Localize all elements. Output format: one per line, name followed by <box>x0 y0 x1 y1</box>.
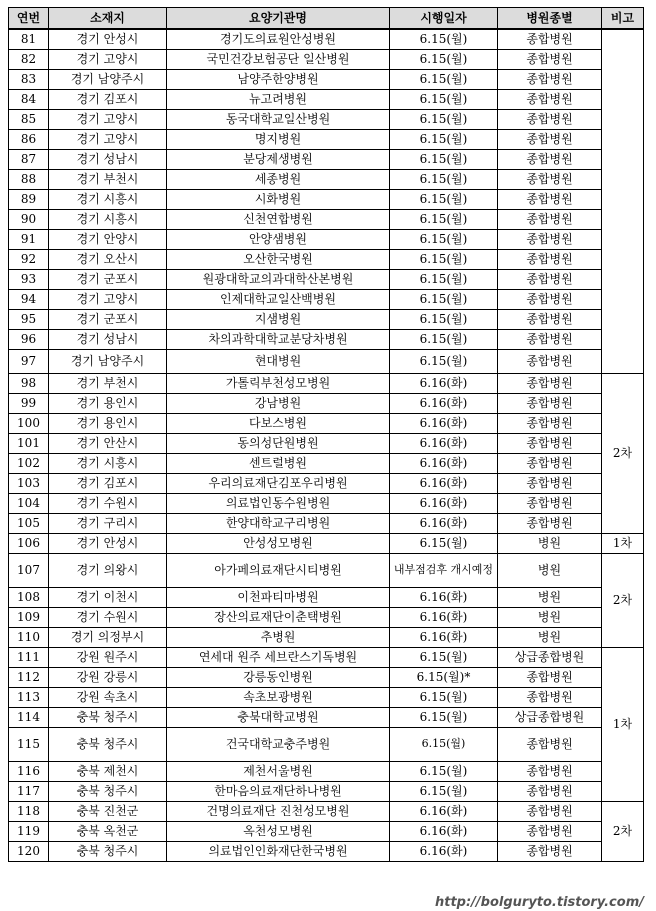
cell-note: 2차 <box>602 801 644 861</box>
cell-location: 경기 부천시 <box>49 169 167 189</box>
cell-index: 91 <box>9 229 49 249</box>
table-row <box>9 289 644 309</box>
cell-type: 종합병원 <box>498 29 602 49</box>
cell-type: 종합병원 <box>498 821 602 841</box>
cell-date: 6.15(월) <box>390 149 498 169</box>
cell-index: 101 <box>9 433 49 453</box>
cell-date: 6.15(월) <box>390 309 498 329</box>
table-row <box>9 29 644 49</box>
table-row <box>9 727 644 761</box>
cell-type: 병원 <box>498 587 602 607</box>
cell-date: 6.15(월) <box>390 89 498 109</box>
cell-index: 96 <box>9 329 49 349</box>
cell-type: 종합병원 <box>498 667 602 687</box>
table-row <box>9 533 644 553</box>
cell-index: 93 <box>9 269 49 289</box>
cell-type: 상급종합병원 <box>498 707 602 727</box>
cell-location: 경기 고양시 <box>49 49 167 69</box>
table-row <box>9 349 644 373</box>
cell-date: 6.16(화) <box>390 493 498 513</box>
cell-date: 6.15(월) <box>390 189 498 209</box>
cell-date: 6.16(화) <box>390 473 498 493</box>
cell-facility: 강남병원 <box>167 393 390 413</box>
cell-index: 106 <box>9 533 49 553</box>
cell-type: 종합병원 <box>498 269 602 289</box>
cell-type: 종합병원 <box>498 329 602 349</box>
cell-index: 118 <box>9 801 49 821</box>
cell-index: 99 <box>9 393 49 413</box>
cell-location: 경기 안산시 <box>49 433 167 453</box>
table-row <box>9 49 644 69</box>
cell-type: 종합병원 <box>498 453 602 473</box>
cell-date: 6.16(화) <box>390 821 498 841</box>
cell-date: 6.16(화) <box>390 627 498 647</box>
table-row <box>9 393 644 413</box>
cell-index: 84 <box>9 89 49 109</box>
table-row <box>9 781 644 801</box>
cell-date: 6.15(월) <box>390 229 498 249</box>
table-row <box>9 647 644 667</box>
cell-location: 강원 원주시 <box>49 647 167 667</box>
cell-location: 충북 청주시 <box>49 781 167 801</box>
cell-date: 6.15(월) <box>390 249 498 269</box>
cell-location: 경기 고양시 <box>49 289 167 309</box>
cell-facility: 분당제생병원 <box>167 149 390 169</box>
table-row <box>9 309 644 329</box>
cell-location: 경기 수원시 <box>49 607 167 627</box>
cell-date: 6.15(월) <box>390 29 498 49</box>
cell-facility: 지샘병원 <box>167 309 390 329</box>
cell-date: 6.15(월) <box>390 209 498 229</box>
cell-index: 111 <box>9 647 49 667</box>
table-row <box>9 169 644 189</box>
cell-type: 종합병원 <box>498 109 602 129</box>
cell-location: 경기 안성시 <box>49 533 167 553</box>
cell-type: 종합병원 <box>498 309 602 329</box>
watermark-text: http://bolguryto.tistory.com/ <box>434 895 644 910</box>
cell-type: 종합병원 <box>498 473 602 493</box>
cell-type: 종합병원 <box>498 841 602 861</box>
cell-index: 115 <box>9 727 49 761</box>
header-index: 연번 <box>9 8 49 30</box>
table-row <box>9 109 644 129</box>
cell-location: 경기 시흥시 <box>49 209 167 229</box>
cell-location: 경기 성남시 <box>49 149 167 169</box>
cell-type: 종합병원 <box>498 781 602 801</box>
cell-facility: 건명의료재단 진천성모병원 <box>167 801 390 821</box>
cell-location: 경기 고양시 <box>49 109 167 129</box>
cell-type: 병원 <box>498 607 602 627</box>
table-row <box>9 89 644 109</box>
cell-facility: 추병원 <box>167 627 390 647</box>
cell-facility: 옥천성모병원 <box>167 821 390 841</box>
cell-type: 병원 <box>498 533 602 553</box>
header-facility: 요양기관명 <box>167 8 390 30</box>
cell-date: 6.15(월)* <box>390 667 498 687</box>
cell-index: 90 <box>9 209 49 229</box>
cell-location: 경기 안양시 <box>49 229 167 249</box>
cell-type: 종합병원 <box>498 249 602 269</box>
table-row <box>9 821 644 841</box>
cell-index: 116 <box>9 761 49 781</box>
cell-index: 86 <box>9 129 49 149</box>
cell-type: 종합병원 <box>498 69 602 89</box>
table-row <box>9 373 644 393</box>
table-row <box>9 473 644 493</box>
table-row <box>9 453 644 473</box>
table-row <box>9 801 644 821</box>
cell-facility: 아가페의료재단시티병원 <box>167 553 390 587</box>
cell-type: 종합병원 <box>498 49 602 69</box>
cell-location: 경기 구리시 <box>49 513 167 533</box>
cell-facility: 명지병원 <box>167 129 390 149</box>
cell-date: 6.15(월) <box>390 349 498 373</box>
table-row <box>9 553 644 587</box>
cell-location: 충북 제천시 <box>49 761 167 781</box>
cell-location: 경기 군포시 <box>49 269 167 289</box>
cell-date: 6.16(화) <box>390 513 498 533</box>
cell-facility: 뉴고려병원 <box>167 89 390 109</box>
table-row <box>9 209 644 229</box>
cell-date: 6.15(월) <box>390 781 498 801</box>
cell-date: 6.16(화) <box>390 841 498 861</box>
cell-index: 117 <box>9 781 49 801</box>
cell-date: 6.15(월) <box>390 761 498 781</box>
cell-date: 6.15(월) <box>390 269 498 289</box>
table-row <box>9 129 644 149</box>
cell-location: 경기 이천시 <box>49 587 167 607</box>
cell-type: 종합병원 <box>498 289 602 309</box>
cell-date: 6.16(화) <box>390 413 498 433</box>
cell-index: 105 <box>9 513 49 533</box>
cell-note: 1차 <box>602 647 644 801</box>
cell-index: 103 <box>9 473 49 493</box>
cell-date: 6.16(화) <box>390 393 498 413</box>
cell-facility: 속초보광병원 <box>167 687 390 707</box>
cell-location: 경기 용인시 <box>49 393 167 413</box>
cell-location: 강원 속초시 <box>49 687 167 707</box>
cell-index: 102 <box>9 453 49 473</box>
cell-index: 81 <box>9 29 49 49</box>
table-row <box>9 707 644 727</box>
cell-type: 종합병원 <box>498 433 602 453</box>
table-row <box>9 587 644 607</box>
cell-facility: 센트럴병원 <box>167 453 390 473</box>
cell-type: 종합병원 <box>498 687 602 707</box>
cell-type: 종합병원 <box>498 349 602 373</box>
cell-index: 107 <box>9 553 49 587</box>
cell-facility: 오산한국병원 <box>167 249 390 269</box>
header-row <box>9 8 644 30</box>
cell-date: 6.15(월) <box>390 329 498 349</box>
header-location: 소재지 <box>49 8 167 30</box>
cell-date: 6.15(월) <box>390 289 498 309</box>
cell-date: 6.15(월) <box>390 707 498 727</box>
cell-location: 경기 성남시 <box>49 329 167 349</box>
table-row <box>9 513 644 533</box>
cell-index: 97 <box>9 349 49 373</box>
cell-type: 종합병원 <box>498 493 602 513</box>
cell-location: 경기 용인시 <box>49 413 167 433</box>
cell-index: 88 <box>9 169 49 189</box>
table-row <box>9 687 644 707</box>
cell-location: 경기 시흥시 <box>49 453 167 473</box>
cell-location: 경기 군포시 <box>49 309 167 329</box>
cell-type: 병원 <box>498 553 602 587</box>
cell-date: 6.15(월) <box>390 109 498 129</box>
table-row <box>9 761 644 781</box>
cell-facility: 건국대학교충주병원 <box>167 727 390 761</box>
cell-location: 충북 청주시 <box>49 841 167 861</box>
cell-facility: 의료법인동수원병원 <box>167 493 390 513</box>
cell-facility: 인제대학교일산백병원 <box>167 289 390 309</box>
cell-facility: 한양대학교구리병원 <box>167 513 390 533</box>
cell-index: 100 <box>9 413 49 433</box>
cell-type: 병원 <box>498 627 602 647</box>
cell-type: 종합병원 <box>498 189 602 209</box>
cell-type: 종합병원 <box>498 229 602 249</box>
cell-location: 경기 안성시 <box>49 29 167 49</box>
table-row <box>9 413 644 433</box>
cell-index: 94 <box>9 289 49 309</box>
table-row <box>9 189 644 209</box>
header-type: 병원종별 <box>498 8 602 30</box>
cell-facility: 차의과학대학교분당차병원 <box>167 329 390 349</box>
cell-date: 6.16(화) <box>390 587 498 607</box>
cell-date: 6.16(화) <box>390 433 498 453</box>
cell-location: 충북 옥천군 <box>49 821 167 841</box>
table-row <box>9 269 644 289</box>
table-row <box>9 433 644 453</box>
cell-type: 종합병원 <box>498 169 602 189</box>
cell-index: 113 <box>9 687 49 707</box>
cell-facility: 가톨릭부천성모병원 <box>167 373 390 393</box>
cell-location: 경기 김포시 <box>49 473 167 493</box>
table-row <box>9 69 644 89</box>
cell-type: 종합병원 <box>498 393 602 413</box>
cell-facility: 의료법인인화재단한국병원 <box>167 841 390 861</box>
cell-type: 상급종합병원 <box>498 647 602 667</box>
cell-facility: 한마음의료재단하나병원 <box>167 781 390 801</box>
table-row <box>9 627 644 647</box>
cell-facility: 동의성단원병원 <box>167 433 390 453</box>
cell-type: 종합병원 <box>498 373 602 393</box>
cell-date: 6.15(월) <box>390 533 498 553</box>
cell-index: 108 <box>9 587 49 607</box>
cell-facility: 이천파티마병원 <box>167 587 390 607</box>
cell-date: 6.16(화) <box>390 607 498 627</box>
cell-index: 109 <box>9 607 49 627</box>
cell-index: 82 <box>9 49 49 69</box>
cell-date: 6.15(월) <box>390 169 498 189</box>
cell-location: 경기 남양주시 <box>49 349 167 373</box>
cell-facility: 국민건강보험공단 일산병원 <box>167 49 390 69</box>
cell-location: 경기 의왕시 <box>49 553 167 587</box>
cell-index: 104 <box>9 493 49 513</box>
table-row <box>9 249 644 269</box>
cell-date: 6.16(화) <box>390 453 498 473</box>
table-row <box>9 229 644 249</box>
cell-index: 95 <box>9 309 49 329</box>
cell-date: 내부점검후 개시예정 <box>390 553 498 587</box>
cell-location: 경기 수원시 <box>49 493 167 513</box>
cell-date: 6.15(월) <box>390 129 498 149</box>
cell-index: 92 <box>9 249 49 269</box>
header-date: 시행일자 <box>390 8 498 30</box>
cell-index: 89 <box>9 189 49 209</box>
cell-facility: 안양샘병원 <box>167 229 390 249</box>
header-note: 비고 <box>602 8 644 30</box>
cell-note: 1차 <box>602 533 644 553</box>
cell-facility: 연세대 원주 세브란스기독병원 <box>167 647 390 667</box>
cell-location: 충북 진천군 <box>49 801 167 821</box>
table-row <box>9 329 644 349</box>
cell-index: 110 <box>9 627 49 647</box>
cell-index: 85 <box>9 109 49 129</box>
cell-type: 종합병원 <box>498 727 602 761</box>
cell-facility: 강릉동인병원 <box>167 667 390 687</box>
cell-facility: 동국대학교일산병원 <box>167 109 390 129</box>
cell-index: 120 <box>9 841 49 861</box>
cell-location: 경기 오산시 <box>49 249 167 269</box>
cell-facility: 시화병원 <box>167 189 390 209</box>
cell-facility: 신천연합병원 <box>167 209 390 229</box>
cell-date: 6.15(월) <box>390 687 498 707</box>
table-row <box>9 607 644 627</box>
cell-type: 종합병원 <box>498 413 602 433</box>
cell-location: 경기 남양주시 <box>49 69 167 89</box>
cell-location: 경기 부천시 <box>49 373 167 393</box>
cell-date: 6.16(화) <box>390 801 498 821</box>
cell-date: 6.16(화) <box>390 373 498 393</box>
cell-index: 98 <box>9 373 49 393</box>
cell-type: 종합병원 <box>498 209 602 229</box>
table-row <box>9 667 644 687</box>
cell-facility: 다보스병원 <box>167 413 390 433</box>
cell-type: 종합병원 <box>498 89 602 109</box>
cell-type: 종합병원 <box>498 513 602 533</box>
cell-note <box>602 29 644 373</box>
cell-facility: 제천서울병원 <box>167 761 390 781</box>
cell-facility: 장산의료재단이춘택병원 <box>167 607 390 627</box>
cell-type: 종합병원 <box>498 129 602 149</box>
cell-index: 114 <box>9 707 49 727</box>
cell-location: 강원 강릉시 <box>49 667 167 687</box>
cell-location: 충북 청주시 <box>49 707 167 727</box>
cell-location: 충북 청주시 <box>49 727 167 761</box>
cell-date: 6.15(월) <box>390 727 498 761</box>
hospital-table <box>8 7 644 862</box>
cell-note: 2차 <box>602 553 644 647</box>
cell-location: 경기 김포시 <box>49 89 167 109</box>
table-row <box>9 841 644 861</box>
cell-index: 83 <box>9 69 49 89</box>
cell-index: 119 <box>9 821 49 841</box>
cell-facility: 남양주한양병원 <box>167 69 390 89</box>
table-row <box>9 149 644 169</box>
cell-date: 6.15(월) <box>390 49 498 69</box>
cell-facility: 세종병원 <box>167 169 390 189</box>
cell-index: 112 <box>9 667 49 687</box>
cell-location: 경기 시흥시 <box>49 189 167 209</box>
cell-facility: 경기도의료원안성병원 <box>167 29 390 49</box>
cell-date: 6.15(월) <box>390 69 498 89</box>
cell-index: 87 <box>9 149 49 169</box>
cell-facility: 우리의료재단김포우리병원 <box>167 473 390 493</box>
cell-facility: 충북대학교병원 <box>167 707 390 727</box>
cell-type: 종합병원 <box>498 149 602 169</box>
cell-location: 경기 고양시 <box>49 129 167 149</box>
cell-location: 경기 의정부시 <box>49 627 167 647</box>
cell-type: 종합병원 <box>498 761 602 781</box>
cell-facility: 현대병원 <box>167 349 390 373</box>
cell-facility: 안성성모병원 <box>167 533 390 553</box>
cell-date: 6.15(월) <box>390 647 498 667</box>
cell-facility: 원광대학교의과대학산본병원 <box>167 269 390 289</box>
cell-note: 2차 <box>602 373 644 533</box>
table-body <box>9 29 644 861</box>
table-row <box>9 493 644 513</box>
cell-type: 종합병원 <box>498 801 602 821</box>
